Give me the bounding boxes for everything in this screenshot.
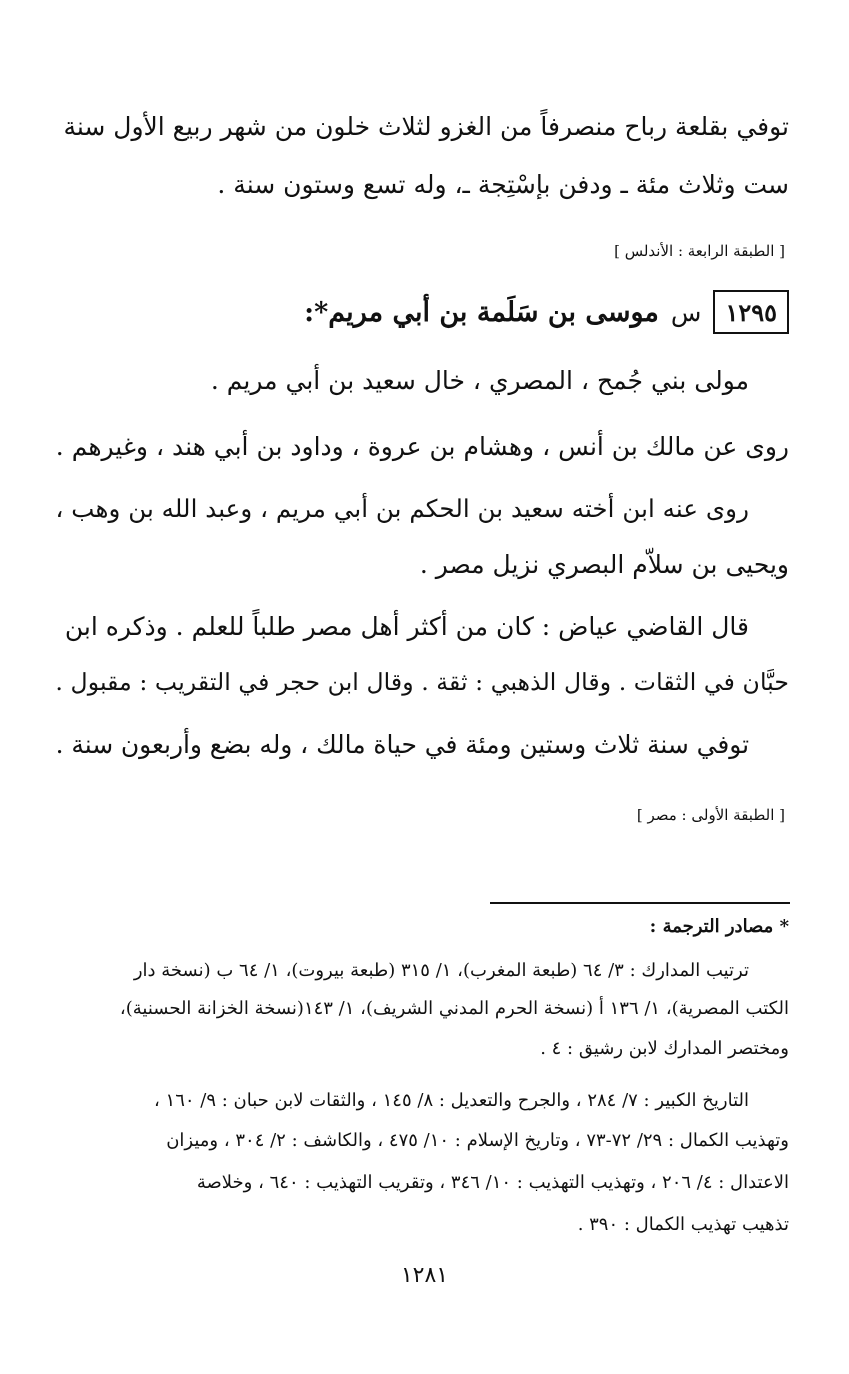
footnote-2-line-2: وتهذيب الكمال : ٢٩/ ٧٢-٧٣ ، وتاريخ الإسلام : ١٠/ ٤٧٥ ، والكاشف : ٢/ ٣٠٤ ، وميزان xyxy=(166,1130,789,1151)
footnote-heading: * مصادر الترجمة : xyxy=(649,916,789,937)
footnote-divider xyxy=(490,902,790,904)
entry-para-1: مولى بني جُمح ، المصري ، خال سعيد بن أبي مريم . xyxy=(210,366,749,395)
prev-entry-line-1: توفي بقلعة رباح منصرفاً من الغزو لثلاث خلون من شهر ربيع الأول سنة xyxy=(63,112,789,141)
entry-symbol: س xyxy=(670,297,702,327)
entry-para-3-line-1: روى عنه ابن أخته سعيد بن الحكم بن أبي مريم ، وعبد الله بن وهب ، xyxy=(55,494,749,523)
footnote-2-line-3: الاعتدال : ٤/ ٢٠٦ ، وتهذيب التهذيب : ١٠/ ٣٤٦ ، وتقريب التهذيب : ٦٤٠ ، وخلاصة xyxy=(196,1172,789,1193)
entry-para-5: توفي سنة ثلاث وستين ومئة في حياة مالك ، وله بضع وأربعون سنة . xyxy=(55,730,749,759)
entry-para-4-line-1: قال القاضي عياض : كان من أكثر أهل مصر طلباً للعلم . وذكره ابن xyxy=(64,612,749,641)
footnote-2-line-4: تذهيب تهذيب الكمال : ٣٩٠ . xyxy=(577,1214,789,1235)
entry-tag: [ الطبقة الأولى : مصر ] xyxy=(636,806,785,824)
entry-para-4-line-2: حبَّان في الثقات . وقال الذهبي : ثقة . وقال ابن حجر في التقريب : مقبول . xyxy=(55,668,789,696)
page-number: ١٢٨١ xyxy=(400,1263,449,1288)
footnote-1-line-3: ومختصر المدارك لابن رشيق : ٤ . xyxy=(540,1038,789,1059)
prev-entry-tag: [ الطبقة الرابعة : الأندلس ] xyxy=(614,242,785,260)
entry-heading xyxy=(304,288,789,336)
entry-name: موسى بن سَلَمة بن أبي مريم*: xyxy=(304,296,659,328)
prev-entry-line-2: ست وثلاث مئة ـ ودفن بإسْتِجة ـ، وله تسع وستون سنة . xyxy=(217,170,789,199)
footnote-1-line-2: الكتب المصرية)، ١/ ١٣٦ أ (نسخة الحرم المدني الشريف)، ١/ ١٤٣(نسخة الخزانة الحسنية)، xyxy=(119,998,789,1019)
entry-para-3-line-2: ويحيى بن سلاّم البصري نزيل مصر . xyxy=(419,550,789,579)
entry-number-box: ١٢٩٥ xyxy=(713,290,789,334)
entry-para-2: روى عن مالك بن أنس ، وهشام بن عروة ، وداود بن أبي هند ، وغيرهم . xyxy=(55,432,789,461)
footnote-1-line-1: ترتيب المدارك : ٣/ ٦٤ (طبعة المغرب)، ١/ ٣١٥ (طبعة بيروت)، ١/ ٦٤ ب (نسخة دار xyxy=(133,960,749,981)
footnote-2-line-1: التاريخ الكبير : ٧/ ٢٨٤ ، والجرح والتعديل : ٨/ ١٤٥ ، والثقات لابن حبان : ٩/ ١٦٠ ، xyxy=(154,1090,749,1111)
